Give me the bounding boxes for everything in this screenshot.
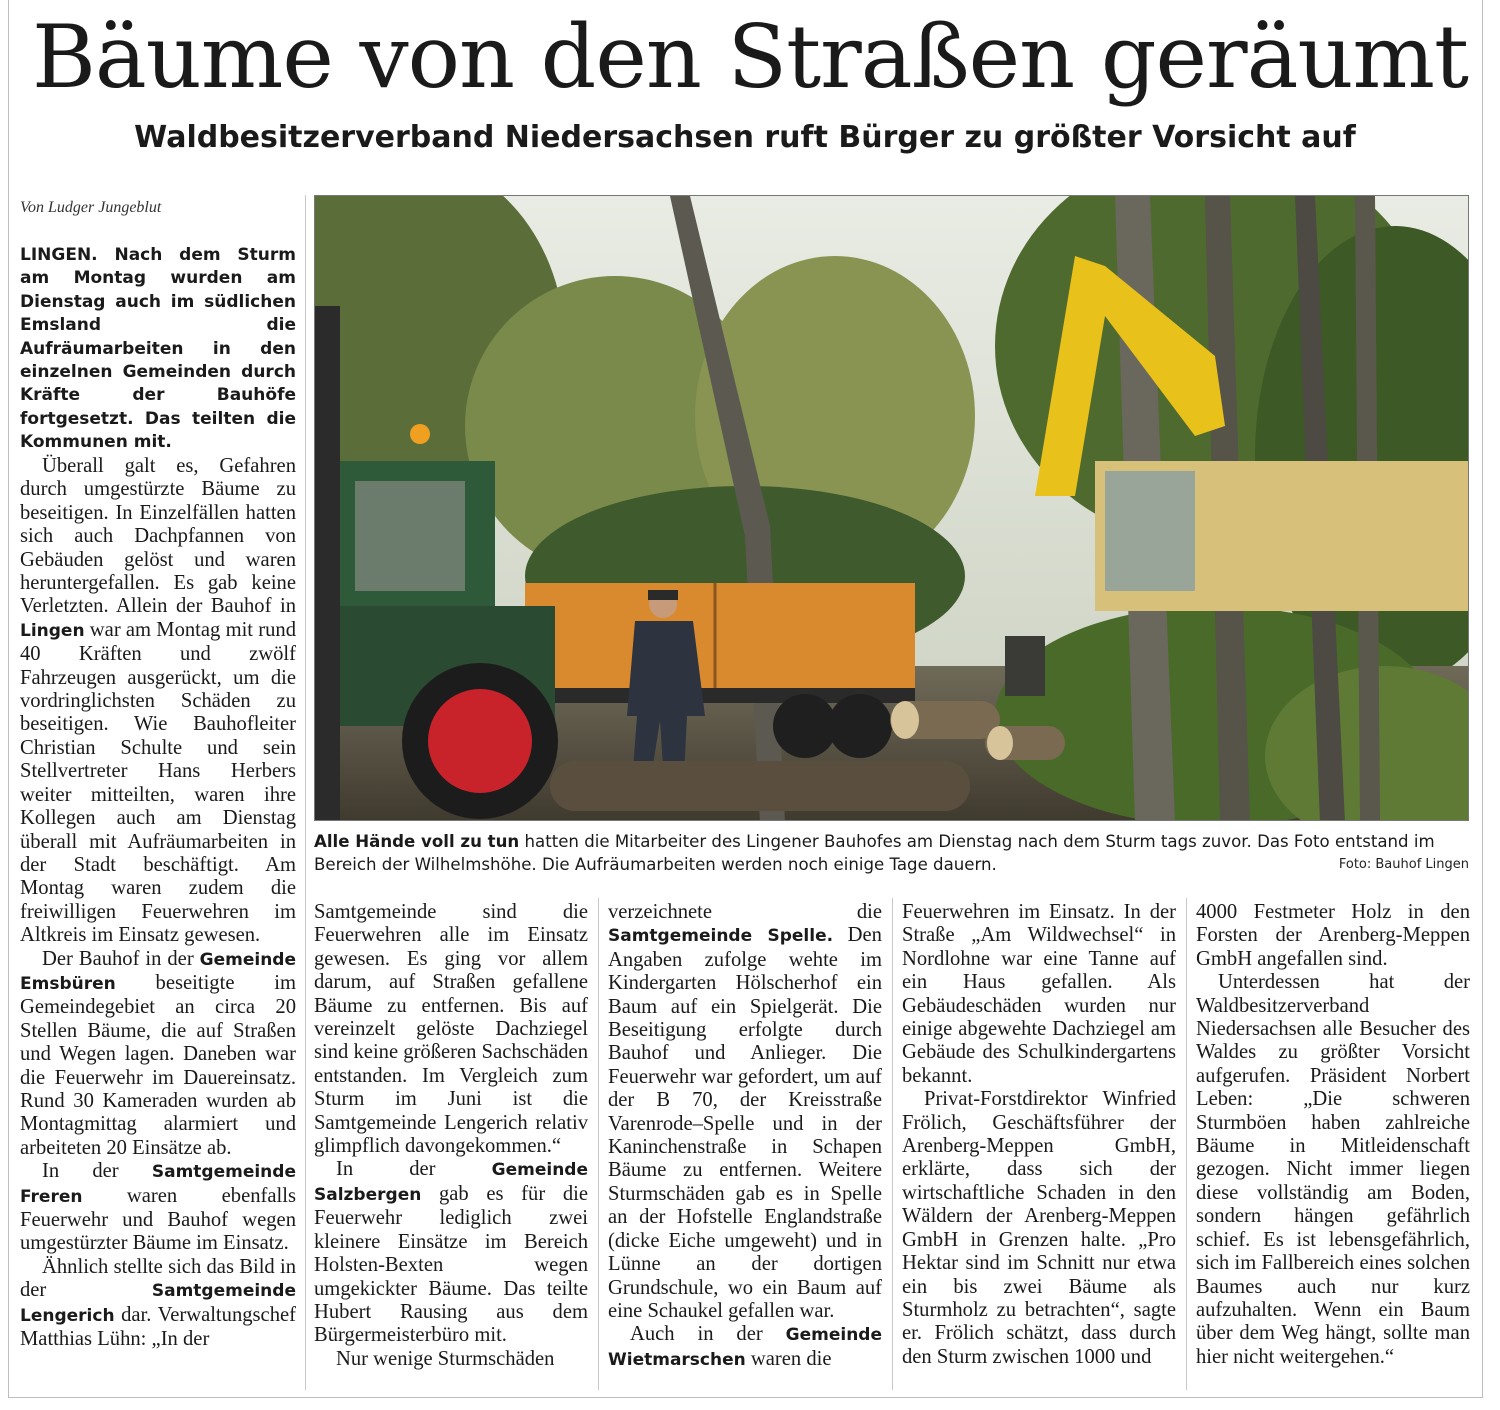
column-rule: [305, 195, 306, 1390]
article-column-3: [608, 901, 882, 1372]
paragraph: Überall galt es, Gefahren durch umgestürzte Bäume zu beseitigen. In Einzelfällen hatten sich auch Dachpfannen von Gebäuden gelöst und waren heruntergefallen. Es gab keine Verletzten. Allein der Bauhof in Lingen war am Montag mit rund 40 Kräften und zwölf Fahrzeugen ausgerückt, um die vordringlichsten Schäden zu beseitigen. Wie Bauhofleiter Christian Schulte und sein Stellvertreter Hans Herbers weiter mitteilten, waren ihre Kollegen auch am Dienstag überall mit Aufräumarbeiten in der Stadt beschäftigt. Am Montag waren zudem die freiwilligen Feuerwehren im Altkreis im Einsatz gewesen.: [20, 455, 296, 947]
paragraph: Auch in der Gemeinde Wietmarschen waren die: [608, 1323, 882, 1370]
tractor-beacon: [410, 424, 430, 444]
column-rule: [598, 898, 599, 1390]
paragraph: Privat-Forstdirektor Winfried Frölich, Geschäftsführer der Arenberg-Meppen GmbH, erklärte, dass sich der wirtschaftliche Schaden in den Wäldern der Arenberg-Meppen GmbH in Grenzen halte. „Pro Hektar sind im Schnitt nur etwa ein bis zwei Bäume als Sturmholz zu betrachten“, sagte er. Frölich schätzt, dass durch den Sturm zwischen 1000 und: [902, 1088, 1176, 1368]
byline: Von Ludger Jungeblut: [20, 199, 162, 216]
log: [550, 761, 970, 811]
worker-cap: [648, 590, 678, 600]
lead-paragraph: LINGEN. Nach dem Sturm am Montag wurden am Dienstag auch im südlichen Emsland die Aufräumarbeiten in den einzelnen Gemeinden durch Kräfte der Bauhöfe fortgesetzt. Das teilten die Kommunen mit.: [20, 245, 296, 453]
paragraph: Der Bauhof in der Gemeinde Emsbüren beseitigte im Gemeindegebiet an circa 20 Stellen Bäume, die auf Straßen und Wegen lagen. Daneben war die Feuerwehr im Dauereinsatz. Rund 30 Kameraden wurden ab Montagmittag alarmiert und arbeiteten 20 Einsätze ab.: [20, 947, 296, 1159]
tractor-wheel-hub: [428, 689, 532, 793]
tractor-window: [355, 481, 465, 591]
column-rule: [892, 898, 893, 1390]
trailer-bed: [525, 583, 915, 688]
article-column-2: [314, 901, 588, 1371]
subheadline: Waldbesitzerverband Niedersachsen ruft Bürger zu größter Vorsicht auf: [134, 120, 1356, 155]
trailer-wheel: [773, 694, 837, 758]
article-column-5: [1196, 901, 1470, 1369]
trailer-wheel: [828, 694, 892, 758]
excavator-grapple: [1005, 636, 1045, 696]
paragraph: In der Gemeinde Salzbergen gab es für die Feuerwehr lediglich zwei kleinere Einsätze im Bereich Holsten-Bexten wegen umgekickter Bäume. Das teilte Hubert Rausing aus dem Bürgermeisterbüro mit.: [314, 1158, 588, 1347]
paragraph: Unterdessen hat der Waldbesitzerverband Niedersachsen alle Besucher des Waldes zu größter Vorsicht aufgerufen. Präsident Norbert Leben: „Die schweren Sturmböen haben zahlreiche Bäume in Mitleidenschaft gezogen. Nicht immer liegen diese vollständig am Boden, sondern hängen gefährlich schief. Es ist lebensgefährlich, sich im Fallbereich eines solchen Baumes auch nur kurz aufzuhalten. Wenn ein Baum über dem Weg hängt, sollte man hier nicht weitergehen.“: [1196, 971, 1470, 1368]
headline: Bäume von den Straßen geräumt: [32, 6, 1468, 108]
paragraph: In der Samtgemeinde Freren waren ebenfalls Feuerwehr und Bauhof wegen umgestürzter Bäume im Einsatz.: [20, 1160, 296, 1255]
frame-right: [1482, 0, 1483, 1398]
column-rule: [1186, 898, 1187, 1390]
news-photo: [314, 195, 1469, 821]
article-column-4: [902, 901, 1176, 1369]
excavator-window: [1105, 471, 1195, 591]
article-column-1: [20, 455, 296, 1351]
frame-bottom: [8, 1397, 1483, 1398]
paragraph: verzeichnete die Samtgemeinde Spelle. Den Angaben zufolge wehte im Kindergarten Hölscherhof ein Baum auf ein Spielgerät. Die Beseitigung erfolgte durch Bauhof und Anlieger. Die Feuerwehr war gefordert, um auf der B 70, der Kreisstraße Varenrode–Spelle und in der Kaninchenstraße in Schapen Bäume zu entfernen. Weitere Sturmschäden gab es in Spelle an der Hofstelle Englandstraße (dicke Eiche umgeweht) und in Lünne an der dortigen Grundschule, wo ein Baum auf eine Schaukel gefallen war.: [608, 901, 882, 1322]
paragraph: Ähnlich stellte sich das Bild in der Samtgemeinde Lengerich dar. Verwaltungschef Matthias Lühn: „In der: [20, 1255, 296, 1351]
photo-caption: Alle Hände voll zu tun hatten die Mitarbeiter des Lingener Bauhofes am Dienstag nach dem Sturm tags zuvor. Das Foto entstand im Bereich der Wilhelmshöhe. Die Aufräumarbeiten werden noch einige Tage dauern.: [314, 832, 1435, 874]
photo-credit: Foto: Bauhof Lingen: [1338, 857, 1469, 872]
forest-scene-illustration: [315, 196, 1469, 821]
paragraph: Feuerwehren im Einsatz. In der Straße „Am Wildwechsel“ in Nordlohne war eine Tanne auf ein Haus gefallen. Als Gebäudeschäden wurden nur einige abgewehte Dachziegel am Gebäude des Schulkindergartens bekannt.: [902, 901, 1176, 1087]
paragraph: Samtgemeinde sind die Feuerwehren alle im Einsatz gewesen. Es ging vor allem darum, auf Straßen gefallene Bäume zu entfernen. Bis auf vereinzelt gelöste Dachziegel sind keine größeren Sachschäden entstanden. Im Vergleich zum Sturm im Juni ist die Samtgemeinde Lengerich relativ glimpflich davongekommen.“: [314, 901, 588, 1158]
paragraph: 4000 Festmeter Holz in den Forsten der Arenberg-Meppen GmbH angefallen sind.: [1196, 901, 1470, 970]
frame-left: [8, 0, 9, 1398]
paragraph: Nur wenige Sturmschäden: [336, 1347, 555, 1370]
